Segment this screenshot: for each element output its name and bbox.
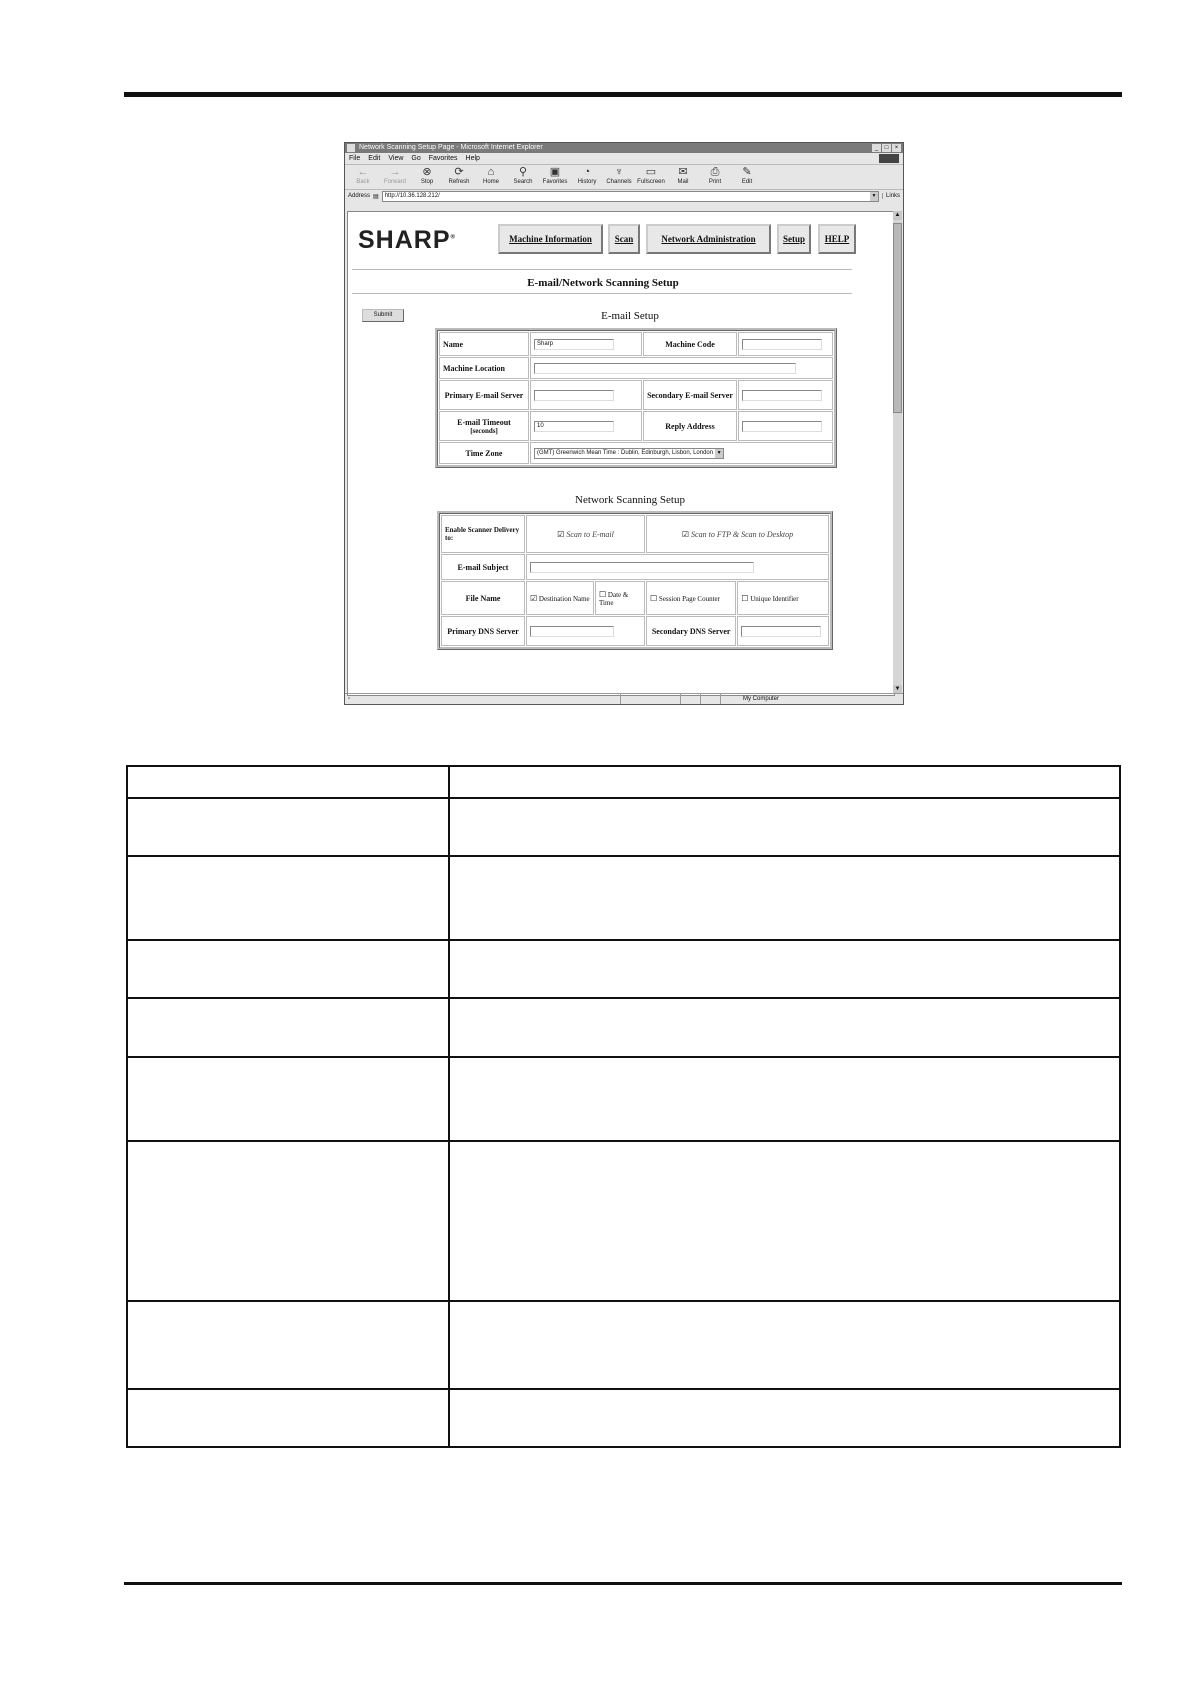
search-icon: ⚲: [518, 166, 528, 178]
primary-dns-field[interactable]: [530, 626, 614, 637]
ie-logo-icon: [879, 154, 899, 163]
secondary-dns-label: Secondary DNS Server: [646, 616, 736, 646]
edit-icon: ✎: [742, 166, 752, 178]
table-cell: [127, 940, 449, 998]
table-cell: [449, 1301, 1120, 1389]
unique-identifier-option[interactable]: [737, 581, 829, 615]
table-cell: [449, 798, 1120, 856]
mail-icon: ✉: [678, 166, 688, 178]
status-page-icon: ▫: [348, 696, 351, 702]
minimize-icon[interactable]: _: [872, 144, 881, 152]
nav-scan[interactable]: Scan: [608, 224, 640, 254]
scan-to-email-option[interactable]: [526, 515, 645, 553]
table-cell: [127, 856, 449, 940]
time-zone-select[interactable]: [534, 448, 724, 459]
time-zone-label: Time Zone: [439, 442, 529, 464]
menu-go[interactable]: Go: [411, 155, 421, 162]
email-timeout-unit: [seconds]: [470, 426, 498, 435]
history-icon: ◔: [583, 166, 591, 178]
mail-button[interactable]: ✉ Mail: [669, 165, 697, 189]
secondary-email-server-label: Secondary E-mail Server: [643, 380, 737, 410]
email-timeout-label-text: E-mail Timeout: [457, 417, 511, 427]
print-button[interactable]: ⎙ Print: [701, 165, 729, 189]
session-page-counter-checkbox[interactable]: ☐: [650, 593, 658, 603]
back-button[interactable]: ← Back: [349, 165, 377, 189]
table-cell: [127, 1389, 449, 1447]
menu-file[interactable]: File: [349, 155, 361, 162]
toolbar: [345, 164, 903, 190]
time-zone-value: (GMT) Greenwich Mean Time : Dublin, Edinburgh, Lisbon, London: [537, 450, 714, 456]
table-cell: [127, 1057, 449, 1141]
secondary-email-server-field[interactable]: [742, 390, 822, 401]
menu-edit[interactable]: Edit: [368, 155, 381, 162]
favorites-button[interactable]: ▣ Favorites: [542, 166, 568, 185]
table-cell: [127, 1141, 449, 1301]
table-cell: [449, 856, 1120, 940]
primary-email-server-label: Primary E-mail Server: [439, 380, 529, 410]
table-cell: [127, 766, 449, 798]
refresh-button[interactable]: ⟳ Refresh: [445, 165, 473, 189]
scan-to-ftp-checkbox[interactable]: ☑: [681, 529, 690, 539]
destination-name-checkbox[interactable]: ☑: [530, 593, 538, 603]
reply-address-field[interactable]: [742, 421, 822, 432]
scroll-down-icon[interactable]: ▼: [894, 686, 901, 692]
page-title: E-mail/Network Scanning Setup: [527, 277, 679, 289]
reply-address-label: Reply Address: [643, 411, 737, 441]
scroll-thumb[interactable]: [893, 223, 902, 413]
browser-window: [344, 142, 904, 705]
date-time-checkbox[interactable]: ☐: [599, 589, 607, 599]
forward-button[interactable]: → Forward: [381, 165, 409, 189]
channels-icon: ♆: [614, 166, 624, 178]
network-scanning-heading: Network Scanning Setup: [575, 494, 685, 506]
destination-name-option[interactable]: [526, 581, 594, 615]
email-timeout-field[interactable]: 10: [534, 421, 614, 432]
date-time-option[interactable]: [595, 581, 645, 615]
links-button[interactable]: Links: [882, 193, 900, 199]
primary-email-server-field[interactable]: [534, 390, 614, 401]
print-icon: ⎙: [710, 166, 720, 178]
home-button[interactable]: ⌂ Home: [477, 165, 505, 189]
table-cell: [127, 798, 449, 856]
nav-setup[interactable]: Setup: [777, 224, 811, 254]
table-cell: [449, 766, 1120, 798]
address-bar: [345, 190, 903, 202]
search-button[interactable]: ⚲ Search: [509, 165, 537, 189]
home-icon: ⌂: [487, 166, 495, 178]
stop-icon: ⊗: [422, 166, 432, 178]
status-cell: [700, 694, 701, 704]
table-cell: [127, 998, 449, 1057]
page-icon: ▤: [373, 193, 379, 200]
status-bar: [345, 693, 903, 704]
nav-help[interactable]: HELP: [818, 224, 856, 254]
menu-bar: [345, 153, 903, 164]
address-url: http://10.36.128.212/: [384, 192, 440, 199]
footer-rule: [124, 1582, 1122, 1585]
table-cell: [449, 1389, 1120, 1447]
favorites-icon: ▣: [549, 166, 561, 178]
file-name-label: File Name: [441, 581, 525, 615]
network-scanning-table: [437, 511, 833, 650]
page-viewport: [347, 211, 895, 696]
edit-button[interactable]: ✎ Edit: [733, 165, 761, 189]
fullscreen-icon: ▭: [645, 166, 657, 178]
table-cell: [449, 1057, 1120, 1141]
history-button[interactable]: ◔ History: [573, 165, 601, 189]
name-field[interactable]: Sharp: [534, 339, 614, 350]
scan-to-email-label: Scan to E-mail: [566, 529, 614, 539]
nav-machine-information[interactable]: Machine Information: [498, 224, 603, 254]
channels-button[interactable]: ♆ Channels: [606, 166, 632, 185]
fullscreen-button[interactable]: ▭ Fullscreen: [637, 166, 665, 185]
vertical-scrollbar[interactable]: [893, 211, 902, 694]
status-zone: My Computer: [743, 696, 780, 702]
stop-button[interactable]: ⊗ Stop: [413, 165, 441, 189]
session-page-counter-label: Session Page Counter: [658, 594, 720, 603]
maximize-icon[interactable]: □: [882, 144, 891, 152]
scan-to-ftp-option[interactable]: [646, 515, 829, 553]
chevron-down-icon: ▼: [716, 450, 722, 456]
window-title: Network Scanning Setup Page - Microsoft Internet Explorer: [359, 144, 543, 151]
machine-location-field[interactable]: [534, 363, 796, 374]
menu-view[interactable]: View: [388, 155, 404, 162]
enable-delivery-label: Enable Scanner Delivery to:: [441, 515, 525, 553]
email-setup-heading: E-mail Setup: [601, 310, 659, 322]
email-timeout-label: [439, 411, 529, 441]
date-time-label: Date & Time: [599, 590, 629, 607]
forward-arrow-icon: →: [389, 166, 401, 178]
description-table: [126, 765, 1121, 1448]
table-cell: [127, 1301, 449, 1389]
email-subject-field[interactable]: [530, 562, 754, 573]
email-subject-label: E-mail Subject: [441, 554, 525, 580]
status-cell: [620, 694, 621, 704]
session-page-counter-option[interactable]: [646, 581, 736, 615]
primary-dns-label: Primary DNS Server: [441, 616, 525, 646]
machine-code-field[interactable]: [742, 339, 822, 350]
table-cell: [449, 940, 1120, 998]
divider: [352, 293, 852, 294]
close-icon[interactable]: ×: [892, 144, 901, 152]
unique-identifier-checkbox[interactable]: ☐: [741, 593, 749, 603]
scroll-up-icon[interactable]: ▲: [894, 212, 901, 218]
status-cell: [720, 694, 721, 704]
secondary-dns-field[interactable]: [741, 626, 821, 637]
machine-location-label: Machine Location: [439, 357, 529, 379]
name-label: Name: [439, 332, 529, 356]
divider: [352, 269, 852, 270]
header-rule: [124, 92, 1122, 97]
table-cell: [449, 1141, 1120, 1301]
destination-name-label: Destination Name: [538, 594, 590, 603]
menu-help[interactable]: Help: [465, 155, 480, 162]
back-arrow-icon: ←: [357, 166, 369, 178]
nav-network-administration[interactable]: Network Administration: [646, 224, 771, 254]
submit-button[interactable]: Submit: [362, 309, 404, 322]
address-input[interactable]: [382, 191, 879, 202]
ie-page-icon: [347, 144, 355, 152]
scan-to-email-checkbox[interactable]: ☑: [557, 529, 565, 539]
unique-identifier-label: Unique Identifier: [750, 594, 799, 603]
menu-favorites[interactable]: Favorites: [428, 155, 458, 162]
refresh-icon: ⟳: [454, 166, 464, 178]
title-bar: [345, 143, 903, 153]
machine-code-label: Machine Code: [643, 332, 737, 356]
status-cell: [680, 694, 681, 704]
address-label: Address: [348, 193, 371, 199]
address-dropdown-icon[interactable]: ▼: [871, 192, 877, 199]
table-cell: [449, 998, 1120, 1057]
sharp-logo: SHARP®: [358, 226, 456, 254]
scan-to-ftp-label: Scan to FTP & Scan to Desktop: [691, 529, 794, 539]
email-setup-table: [435, 328, 837, 468]
